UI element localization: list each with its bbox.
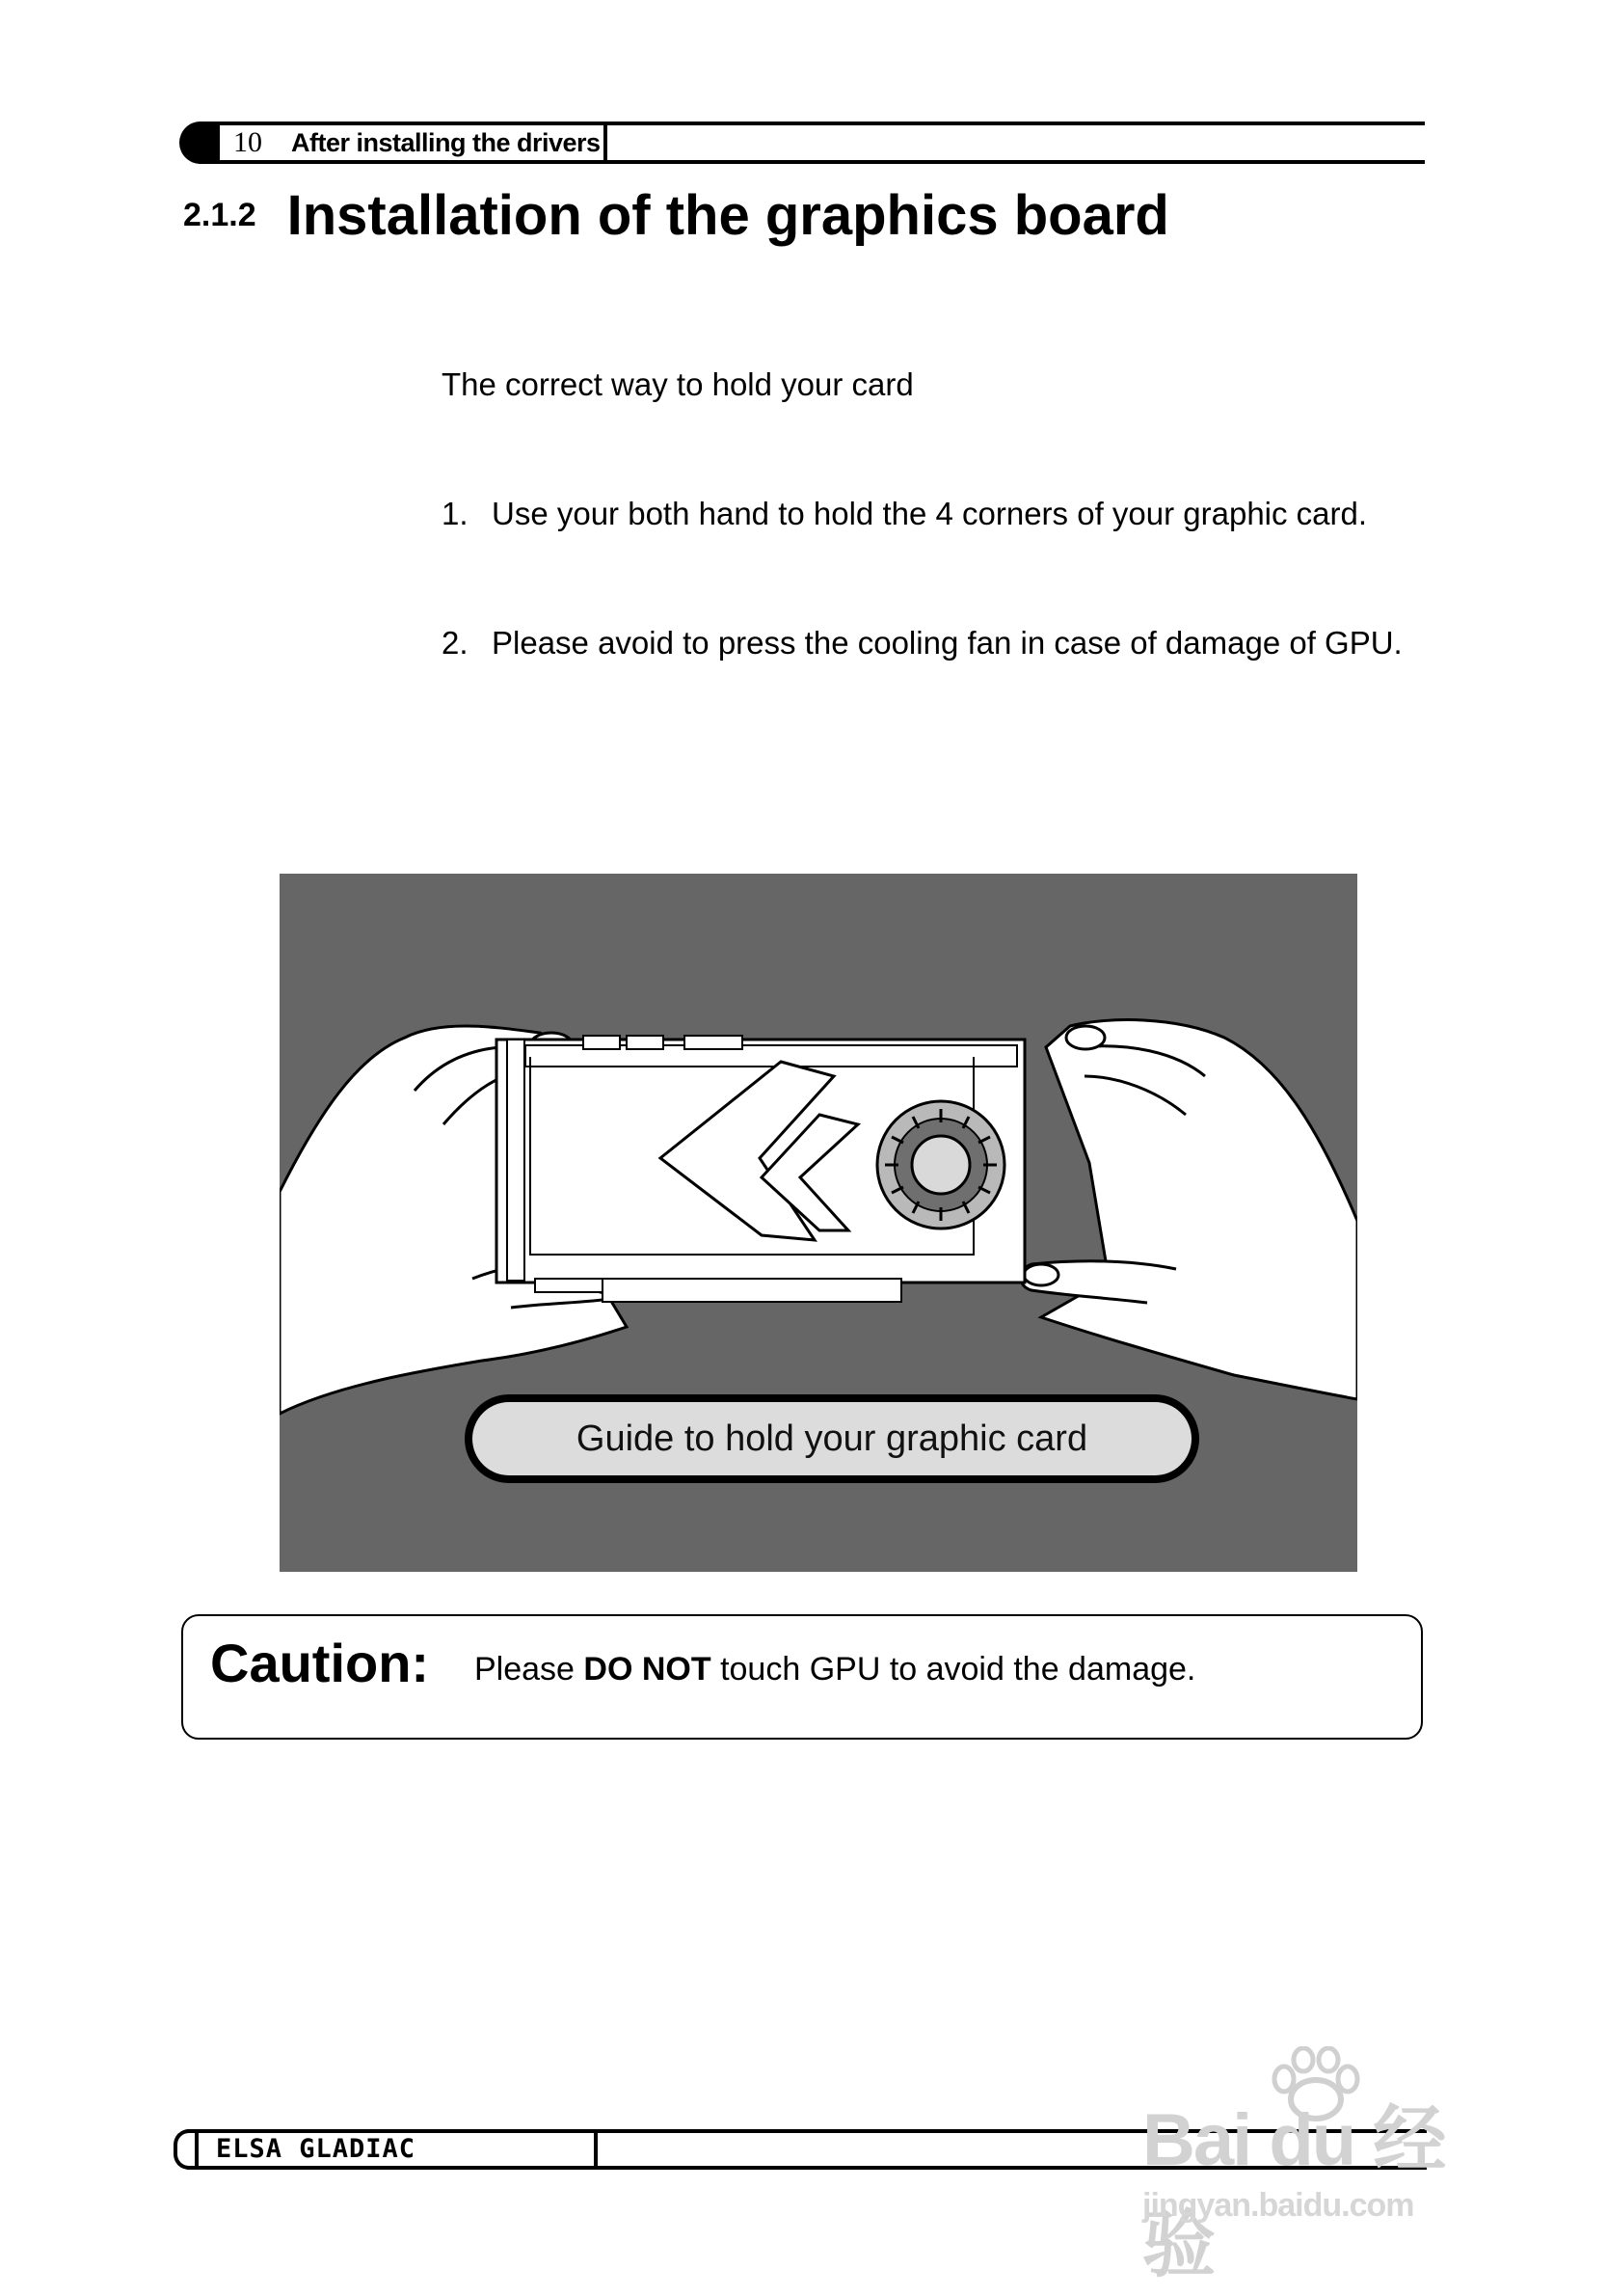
caution-emphasis: DO NOT (583, 1651, 711, 1688)
caution-text-before: Please (474, 1651, 584, 1688)
intro-text: The correct way to hold your card (442, 366, 914, 402)
page-number: 10 (220, 125, 276, 160)
list-item-number: 2. (442, 625, 469, 661)
section-number: 2.1.2 (183, 197, 256, 233)
list-item-text: Use your both hand to hold the 4 corners of your graphic card. (492, 496, 1368, 531)
caution-box (181, 1614, 1423, 1740)
caution-message (474, 1651, 1195, 1688)
section-title: Installation of the graphics board (286, 184, 1169, 247)
caution-text-after: touch GPU to avoid the damage. (710, 1651, 1196, 1688)
graphics-card-figure (280, 874, 1357, 1572)
caution-label: Caution: (210, 1633, 430, 1693)
footer-end-cap (174, 2129, 189, 2170)
watermark-url: jingyan.baidu.com (1142, 2187, 1414, 2224)
watermark (1123, 2046, 1509, 2286)
list-item-number: 1. (442, 496, 469, 531)
page-header (179, 122, 1425, 164)
list-item (442, 486, 1425, 542)
section-heading (183, 183, 1169, 248)
figure-caption: Guide to hold your graphic card (576, 1418, 1088, 1459)
graphics-card-illustration (496, 1036, 1025, 1302)
footer-brand: ELSA GLADIAC (195, 2133, 598, 2166)
watermark-brand: Bai du 经验 (1142, 2099, 1445, 2286)
header-section-label: After installing the drivers (276, 125, 607, 160)
list-item-text: Please avoid to press the cooling fan in case of damage of GPU. (492, 625, 1403, 661)
list-item (442, 615, 1425, 671)
